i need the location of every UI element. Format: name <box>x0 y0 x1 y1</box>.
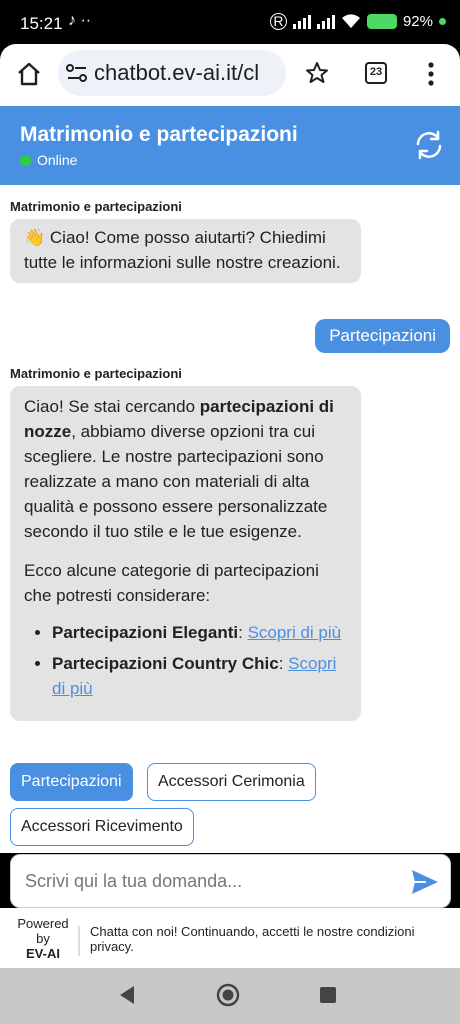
bot-message <box>10 386 361 721</box>
list-item: • Partecipazioni Eleganti: Scopri di più <box>52 620 347 645</box>
tabs-button[interactable]: 23 <box>365 62 387 84</box>
signal-2-icon <box>317 15 335 29</box>
quick-replies <box>0 743 460 853</box>
battery-percent: 92% <box>402 13 433 30</box>
send-icon[interactable] <box>410 867 440 897</box>
wifi-icon <box>341 14 361 29</box>
address-bar[interactable] <box>58 50 286 96</box>
system-nav-bar <box>0 968 460 1024</box>
quick-reply-partecipazioni[interactable]: Partecipazioni <box>10 763 133 801</box>
signal-icon <box>293 15 311 29</box>
chat-status <box>20 152 77 168</box>
quick-reply-accessori-ricevimento[interactable]: Accessori Ricevimento <box>10 808 194 846</box>
message-sender: Matrimonio e partecipazioni <box>10 366 182 381</box>
learn-more-link[interactable]: Scopri di più <box>247 623 342 642</box>
battery-icon <box>367 14 397 29</box>
message-paragraph: Ecco alcune categorie di partecipazioni che potresti considerare: <box>24 561 319 605</box>
status-right-group <box>270 13 446 30</box>
site-settings-icon[interactable] <box>66 64 88 82</box>
more-menu-icon[interactable] <box>426 61 436 87</box>
message-input[interactable] <box>25 865 395 897</box>
privacy-note: Chatta con noi! Continuando, accetti le nostre condizioni privacy. <box>90 924 415 954</box>
category-list <box>52 620 347 701</box>
message-bold: partecipazioni di nozze <box>24 397 334 441</box>
url-text: chatbot.ev-ai.it/cl <box>94 60 260 85</box>
message-composer <box>10 854 451 908</box>
status-time: 15:21 <box>20 14 63 33</box>
chat-header <box>0 106 460 185</box>
message-list[interactable] <box>0 185 460 743</box>
home-nav-icon[interactable] <box>216 983 240 1007</box>
wave-emoji-icon: 👋 <box>24 228 46 247</box>
registered-icon: R <box>270 13 287 30</box>
home-icon[interactable] <box>16 61 42 87</box>
browser-toolbar <box>0 44 460 106</box>
status-bar <box>0 0 460 44</box>
message-text: Ciao! Come posso aiutarti? Chiedimi tutte le informazioni sulle nostre creazioni. <box>24 228 341 272</box>
privacy-dot-icon <box>439 18 446 25</box>
bot-message <box>10 219 361 283</box>
quick-reply-accessori-cerimonia[interactable]: Accessori Cerimonia <box>147 763 316 801</box>
online-indicator-icon <box>20 155 31 166</box>
chat-title: Matrimonio e partecipazioni <box>20 123 298 146</box>
list-item: • Partecipazioni Country Chic: Scopri di più <box>52 651 347 701</box>
notification-icons: ♪ ·· <box>68 12 92 29</box>
refresh-icon[interactable] <box>412 128 446 162</box>
recents-icon[interactable] <box>318 985 338 1005</box>
powered-by: Powered by EV-AI <box>12 916 74 961</box>
brand-name[interactable]: EV-AI <box>26 946 60 961</box>
back-icon[interactable] <box>116 984 138 1006</box>
message-paragraph: Ciao! Se stai cercando partecipazioni di nozze, abbiamo diverse opzioni tra cui scegliere. Le nostre partecipazioni sono realizzate a mano con materiali di alta qualità e possono essere personalizzate secondo il tuo stile e le tue esigenze. <box>24 397 334 541</box>
bookmark-star-icon[interactable] <box>305 61 329 85</box>
status-label: Online <box>37 152 78 168</box>
footer-divider <box>78 926 80 956</box>
user-message: Partecipazioni <box>315 319 450 353</box>
message-sender: Matrimonio e partecipazioni <box>10 199 182 214</box>
learn-more-link[interactable]: Scopri di più <box>52 654 337 698</box>
chat-footer <box>0 908 460 968</box>
